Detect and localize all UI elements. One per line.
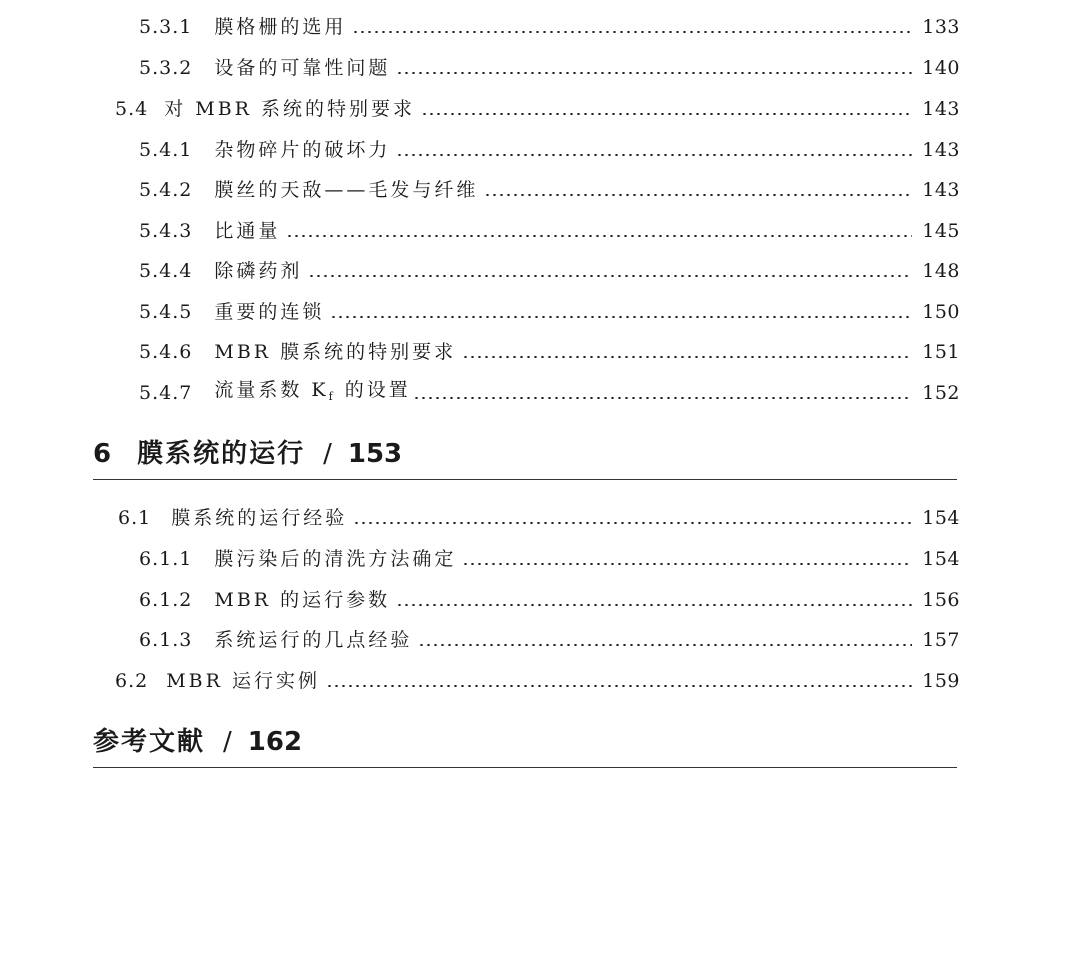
toc-entry[interactable]: [139, 136, 960, 164]
references-separator: /: [223, 727, 232, 757]
toc-entry-page: 140: [922, 57, 960, 79]
toc-entry-page: 143: [922, 139, 960, 161]
toc-entry[interactable]: [139, 626, 960, 654]
toc-entry-title-text: 流量系数 K: [214, 378, 329, 401]
dot-leader: [308, 275, 912, 277]
toc-entry[interactable]: [115, 667, 960, 695]
toc-entry-title: 膜污染后的清洗方法确定: [214, 548, 457, 570]
toc-entry-number: 5.4.2: [139, 179, 193, 201]
dot-leader: [396, 604, 912, 606]
toc-entry-page: 143: [922, 179, 960, 201]
subscript: f: [328, 389, 336, 403]
dot-leader: [484, 194, 912, 196]
toc-entry-number: 6.1: [118, 507, 152, 529]
toc-entry-page: 150: [922, 301, 960, 323]
toc-entry-title: 设备的可靠性问题: [214, 57, 391, 79]
toc-entry[interactable]: [139, 298, 960, 326]
dot-leader: [352, 31, 912, 33]
dot-leader: [396, 72, 912, 74]
toc-entry-number: 5.4.1: [139, 139, 193, 161]
toc-entry[interactable]: [139, 13, 960, 41]
toc-entry-title: 膜丝的天敌——毛发与纤维: [214, 179, 479, 201]
toc-entry-title: 比通量: [214, 220, 281, 242]
toc-entry-title: MBR 运行实例: [166, 670, 320, 692]
toc-entry-number: 5.4.6: [139, 341, 193, 363]
toc-entry-number: 6.1.2: [139, 589, 193, 611]
toc-entry-page: 145: [922, 220, 960, 242]
toc-entry-number: 6.2: [115, 670, 149, 692]
toc-entry[interactable]: [139, 586, 960, 614]
toc-entry-page: 151: [922, 341, 960, 363]
toc-entry-title: MBR 的运行参数: [214, 589, 391, 611]
toc-entry-number: 5.3.2: [139, 57, 193, 79]
dot-leader: [396, 154, 912, 156]
toc-entry-title: 杂物碎片的破坏力: [214, 139, 391, 161]
toc-entry-number: 6.1.1: [139, 548, 193, 570]
toc-entry[interactable]: [139, 176, 960, 204]
toc-entry-title: [214, 376, 410, 411]
dot-leader: [462, 563, 912, 565]
toc-entry[interactable]: [139, 338, 960, 366]
toc-entry-title: 除磷药剂: [214, 260, 303, 282]
toc-entry-number: 5.3.1: [139, 16, 193, 38]
toc-entry-page: 152: [922, 382, 960, 404]
dot-leader: [421, 113, 912, 115]
toc-entry-page: 154: [922, 507, 960, 529]
toc-entry-number: 5.4: [115, 98, 149, 120]
toc-entry-number: 5.4.5: [139, 301, 193, 323]
toc-entry[interactable]: [115, 95, 960, 123]
dot-leader: [413, 397, 913, 399]
dot-leader: [418, 644, 912, 646]
dot-leader: [353, 522, 912, 524]
toc-entry-page: 143: [922, 98, 960, 120]
toc-entry[interactable]: [139, 217, 960, 245]
toc-entry-page: 157: [922, 629, 960, 651]
chapter-separator: /: [323, 439, 332, 469]
dot-leader: [462, 356, 912, 358]
toc-entry-title: 对 MBR 系统的特别要求: [164, 98, 416, 120]
toc-entry[interactable]: [139, 545, 960, 573]
toc-entry-title: 膜系统的运行经验: [171, 507, 348, 529]
references-page: 162: [247, 727, 303, 757]
toc-entry[interactable]: [118, 504, 960, 532]
dot-leader: [330, 316, 912, 318]
toc-entry-title: 系统运行的几点经验: [214, 629, 413, 651]
toc-entry[interactable]: [139, 257, 960, 285]
toc-entry-page: 148: [922, 260, 960, 282]
toc-entry-title: 重要的连锁: [214, 301, 325, 323]
chapter-heading[interactable]: [93, 437, 957, 471]
toc-entry-page: 159: [922, 670, 960, 692]
chapter-page: 153: [347, 439, 403, 469]
chapter-title: 膜系统的运行: [137, 439, 306, 469]
chapter-number: 6: [93, 439, 112, 469]
toc-entry-title: 膜格栅的选用: [214, 16, 347, 38]
toc-entry-number: 6.1.3: [139, 629, 193, 651]
toc-entry-page: 133: [922, 16, 960, 38]
toc-entry-page: 154: [922, 548, 960, 570]
dot-leader: [286, 235, 912, 237]
toc-entry[interactable]: [139, 379, 960, 407]
chapter-rule: [93, 479, 957, 480]
toc-entry-number: 5.4.7: [139, 382, 193, 404]
toc-entry[interactable]: [139, 54, 960, 82]
toc-entry-page: 156: [922, 589, 960, 611]
dot-leader: [326, 685, 912, 687]
toc-entry-number: 5.4.4: [139, 260, 193, 282]
references-heading[interactable]: [93, 725, 957, 759]
references-title: 参考文献: [93, 727, 206, 757]
toc-entry-number: 5.4.3: [139, 220, 193, 242]
toc-entry-title: MBR 膜系统的特别要求: [214, 341, 457, 363]
toc-entry-title-text: 的设置: [335, 378, 411, 401]
references-rule: [93, 767, 957, 768]
